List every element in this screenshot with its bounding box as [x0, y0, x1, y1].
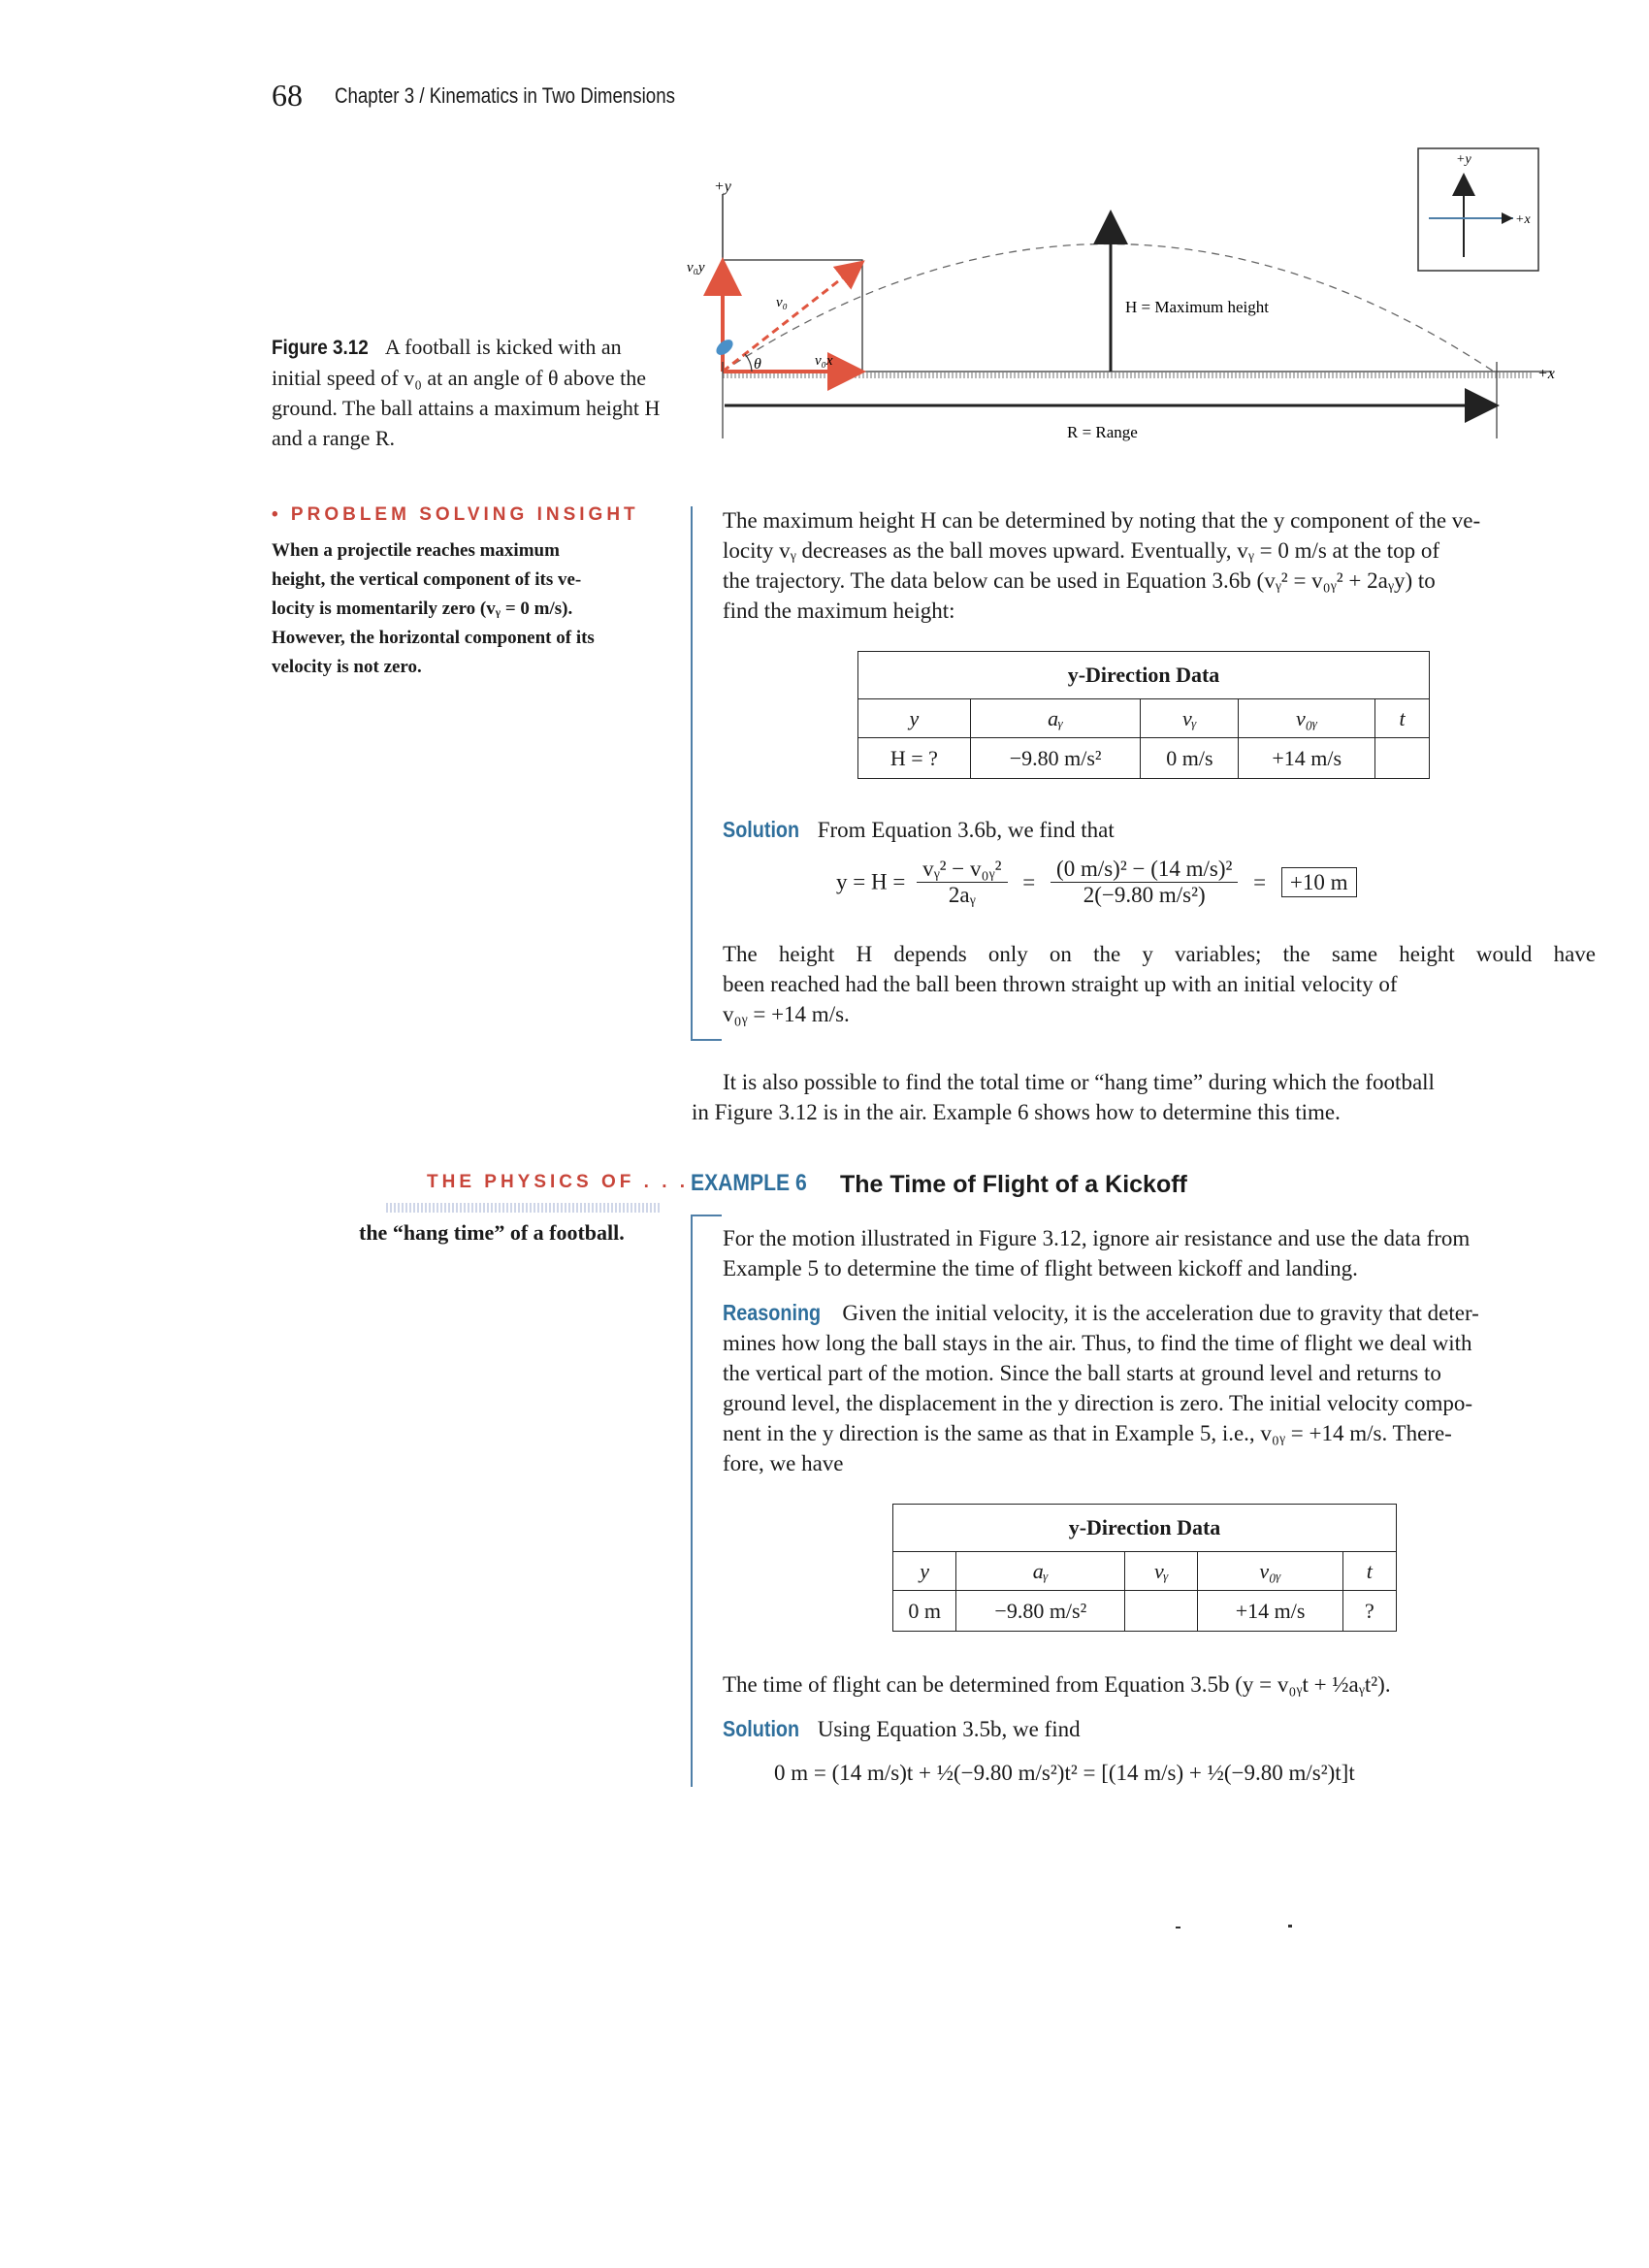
text-line: Example 5 to determine the time of flight between kickoff and landing. [723, 1256, 1358, 1280]
eq-equals: = [1253, 869, 1267, 894]
table-cell: +14 m/s [1239, 738, 1375, 779]
trajectory [723, 244, 1494, 373]
table-cell [1375, 738, 1430, 779]
text-line: find the maximum height: [723, 599, 955, 623]
text-line: The height H depends only on the y variables; the same height would have [723, 942, 1596, 966]
text-line: the vertical part of the motion. Since the ball starts at ground level and returns to [723, 1361, 1441, 1385]
solution-text: From Equation 3.6b, we find that [817, 818, 1115, 842]
table-header: v₀ᵧ [1198, 1552, 1342, 1591]
eq-denominator: 2(−9.80 m/s²) [1083, 883, 1206, 907]
eq-numerator: (0 m/s)² − (14 m/s)² [1051, 857, 1238, 883]
text-line: fore, we have [723, 1451, 844, 1475]
theta-label: θ [754, 356, 761, 373]
text-line: The maximum height H can be determined by noting that the y component of the ve- [723, 508, 1481, 533]
text-line: locity vᵧ decreases as the ball moves upward. Eventually, vᵧ = 0 m/s at the top of [723, 538, 1440, 563]
table-header: v₀ᵧ [1239, 699, 1375, 738]
inset-plus-x: +x [1515, 212, 1531, 227]
example-6-title: The Time of Flight of a Kickoff [840, 1171, 1187, 1198]
solution-label: Solution [723, 817, 800, 842]
text-line: nent in the y direction is the same as that in Example 5, i.e., v₀ᵧ = +14 m/s. There- [723, 1421, 1452, 1445]
example-6-label: EXAMPLE 6 [691, 1170, 807, 1196]
text-line: mines how long the ball stays in the air. Thus, to find the time of flight we deal with [723, 1331, 1472, 1355]
table-header: t [1342, 1552, 1396, 1591]
table-cell: −9.80 m/s² [970, 738, 1141, 779]
insight-line: However, the horizontal component of its [272, 628, 595, 648]
table-header: vᵧ [1125, 1552, 1198, 1591]
table-header: y [893, 1552, 956, 1591]
time-of-flight-equation: 0 m = (14 m/s)t + ½(−9.80 m/s²)t² = [(14 m/s) + ½(−9.80 m/s²)t]t [774, 1761, 1355, 1785]
example6-rule [691, 1215, 693, 1787]
table-header: aᵧ [956, 1552, 1125, 1591]
figure-caption-label: Figure 3.12 [272, 337, 369, 359]
table-title: y-Direction Data [858, 652, 1430, 699]
max-height-intro [723, 505, 1596, 626]
table-cell: 0 m/s [1141, 738, 1239, 779]
v0x-label: v₀x [815, 353, 833, 369]
insight-body [272, 536, 660, 682]
table-header: y [858, 699, 971, 738]
table-header: aᵧ [970, 699, 1141, 738]
max-height-equation [836, 857, 1357, 908]
example5-rule [691, 506, 693, 1040]
solution-text: Using Equation 3.5b, we find [817, 1717, 1081, 1741]
reasoning-label: Reasoning [723, 1300, 822, 1325]
eq-numerator: vᵧ² − v₀ᵧ² [917, 857, 1007, 883]
figure-caption [272, 332, 669, 453]
y-direction-data-table-2 [892, 1504, 1397, 1632]
text-line: For the motion illustrated in Figure 3.12, ignore air resistance and use the data from [723, 1226, 1471, 1250]
insight-line: velocity is not zero. [272, 657, 422, 677]
physics-of-rule [386, 1203, 661, 1213]
inset-plus-y: +y [1456, 152, 1471, 167]
table-cell: H = ? [858, 738, 971, 779]
hang-time-intro [692, 1067, 1603, 1127]
insight-line: When a projectile reaches maximum [272, 540, 560, 561]
solution-line-2 [723, 1714, 1081, 1744]
figure-caption-text: A football is kicked with an initial speed of v₀ at an angle of θ above the ground. The ball attains a maximum height H and a range R. [272, 335, 661, 450]
insight-line: height, the vertical component of its ve- [272, 569, 582, 590]
scan-mark [1176, 1927, 1180, 1928]
eq-result-box: +10 m [1281, 867, 1357, 897]
physics-of-text: the “hang time” of a football. [359, 1220, 625, 1245]
eq-denominator: 2aᵧ [948, 883, 976, 907]
table-cell: +14 m/s [1198, 1591, 1342, 1632]
text-line: v₀ᵧ = +14 m/s. [723, 1002, 850, 1026]
insight-title: • PROBLEM SOLVING INSIGHT [272, 504, 639, 525]
text-line: ground level, the displacement in the y direction is zero. The initial velocity compo- [723, 1391, 1473, 1415]
solution-label: Solution [723, 1716, 800, 1741]
y-direction-data-table-1 [857, 651, 1430, 779]
eq-lhs: y = H = [836, 869, 906, 894]
running-head: Chapter 3 / Kinematics in Two Dimensions [335, 83, 675, 108]
example6-problem [723, 1223, 1596, 1283]
table-cell: −9.80 m/s² [956, 1591, 1125, 1632]
v0y-label: v₀y [687, 260, 705, 275]
text-line: It is also possible to find the total time or “hang time” during which the football [723, 1070, 1435, 1094]
eq-fraction-1 [917, 857, 1007, 908]
example5-rule-foot [691, 1039, 722, 1041]
page-number: 68 [272, 78, 303, 113]
physics-of-title: THE PHYSICS OF . . . [427, 1172, 690, 1192]
v0-label: v₀ [776, 295, 788, 310]
max-height-label: H = Maximum height [1125, 298, 1269, 316]
table-header: vᵧ [1141, 699, 1239, 738]
eq-fraction-2 [1051, 857, 1238, 908]
insight-line: locity is momentarily zero (vᵧ = 0 m/s). [272, 599, 573, 619]
plus-x-label: +x [1537, 366, 1555, 382]
text-line: Given the initial velocity, it is the acceleration due to gravity that deter- [842, 1301, 1479, 1325]
v0-vector [723, 264, 860, 372]
plus-y-label: +y [714, 178, 731, 195]
text-line: in Figure 3.12 is in the air. Example 6 shows how to determine this time. [692, 1100, 1341, 1124]
example6-rule-top [691, 1215, 722, 1216]
table-cell [1125, 1591, 1198, 1632]
text-line: been reached had the ball been thrown straight up with an initial velocity of [723, 972, 1398, 996]
table-cell: 0 m [893, 1591, 956, 1632]
solution-line-1 [723, 815, 1115, 845]
table-header: t [1375, 699, 1430, 738]
text-line: the trajectory. The data below can be used in Equation 3.6b (vᵧ² = v₀ᵧ² + 2aᵧy) to [723, 568, 1436, 593]
height-explanation [723, 939, 1596, 1029]
inset-axes-box [1418, 148, 1538, 271]
eq-equals: = [1022, 869, 1036, 894]
table-cell: ? [1342, 1591, 1396, 1632]
range-label: R = Range [1067, 423, 1138, 441]
example6-reasoning [723, 1298, 1596, 1478]
time-of-flight-text: The time of flight can be determined from Equation 3.5b (y = v₀ᵧt + ½aᵧt²). [723, 1672, 1391, 1697]
projectile-diagram [679, 136, 1571, 466]
table-title: y-Direction Data [893, 1505, 1397, 1552]
scan-mark [1288, 1925, 1292, 1928]
